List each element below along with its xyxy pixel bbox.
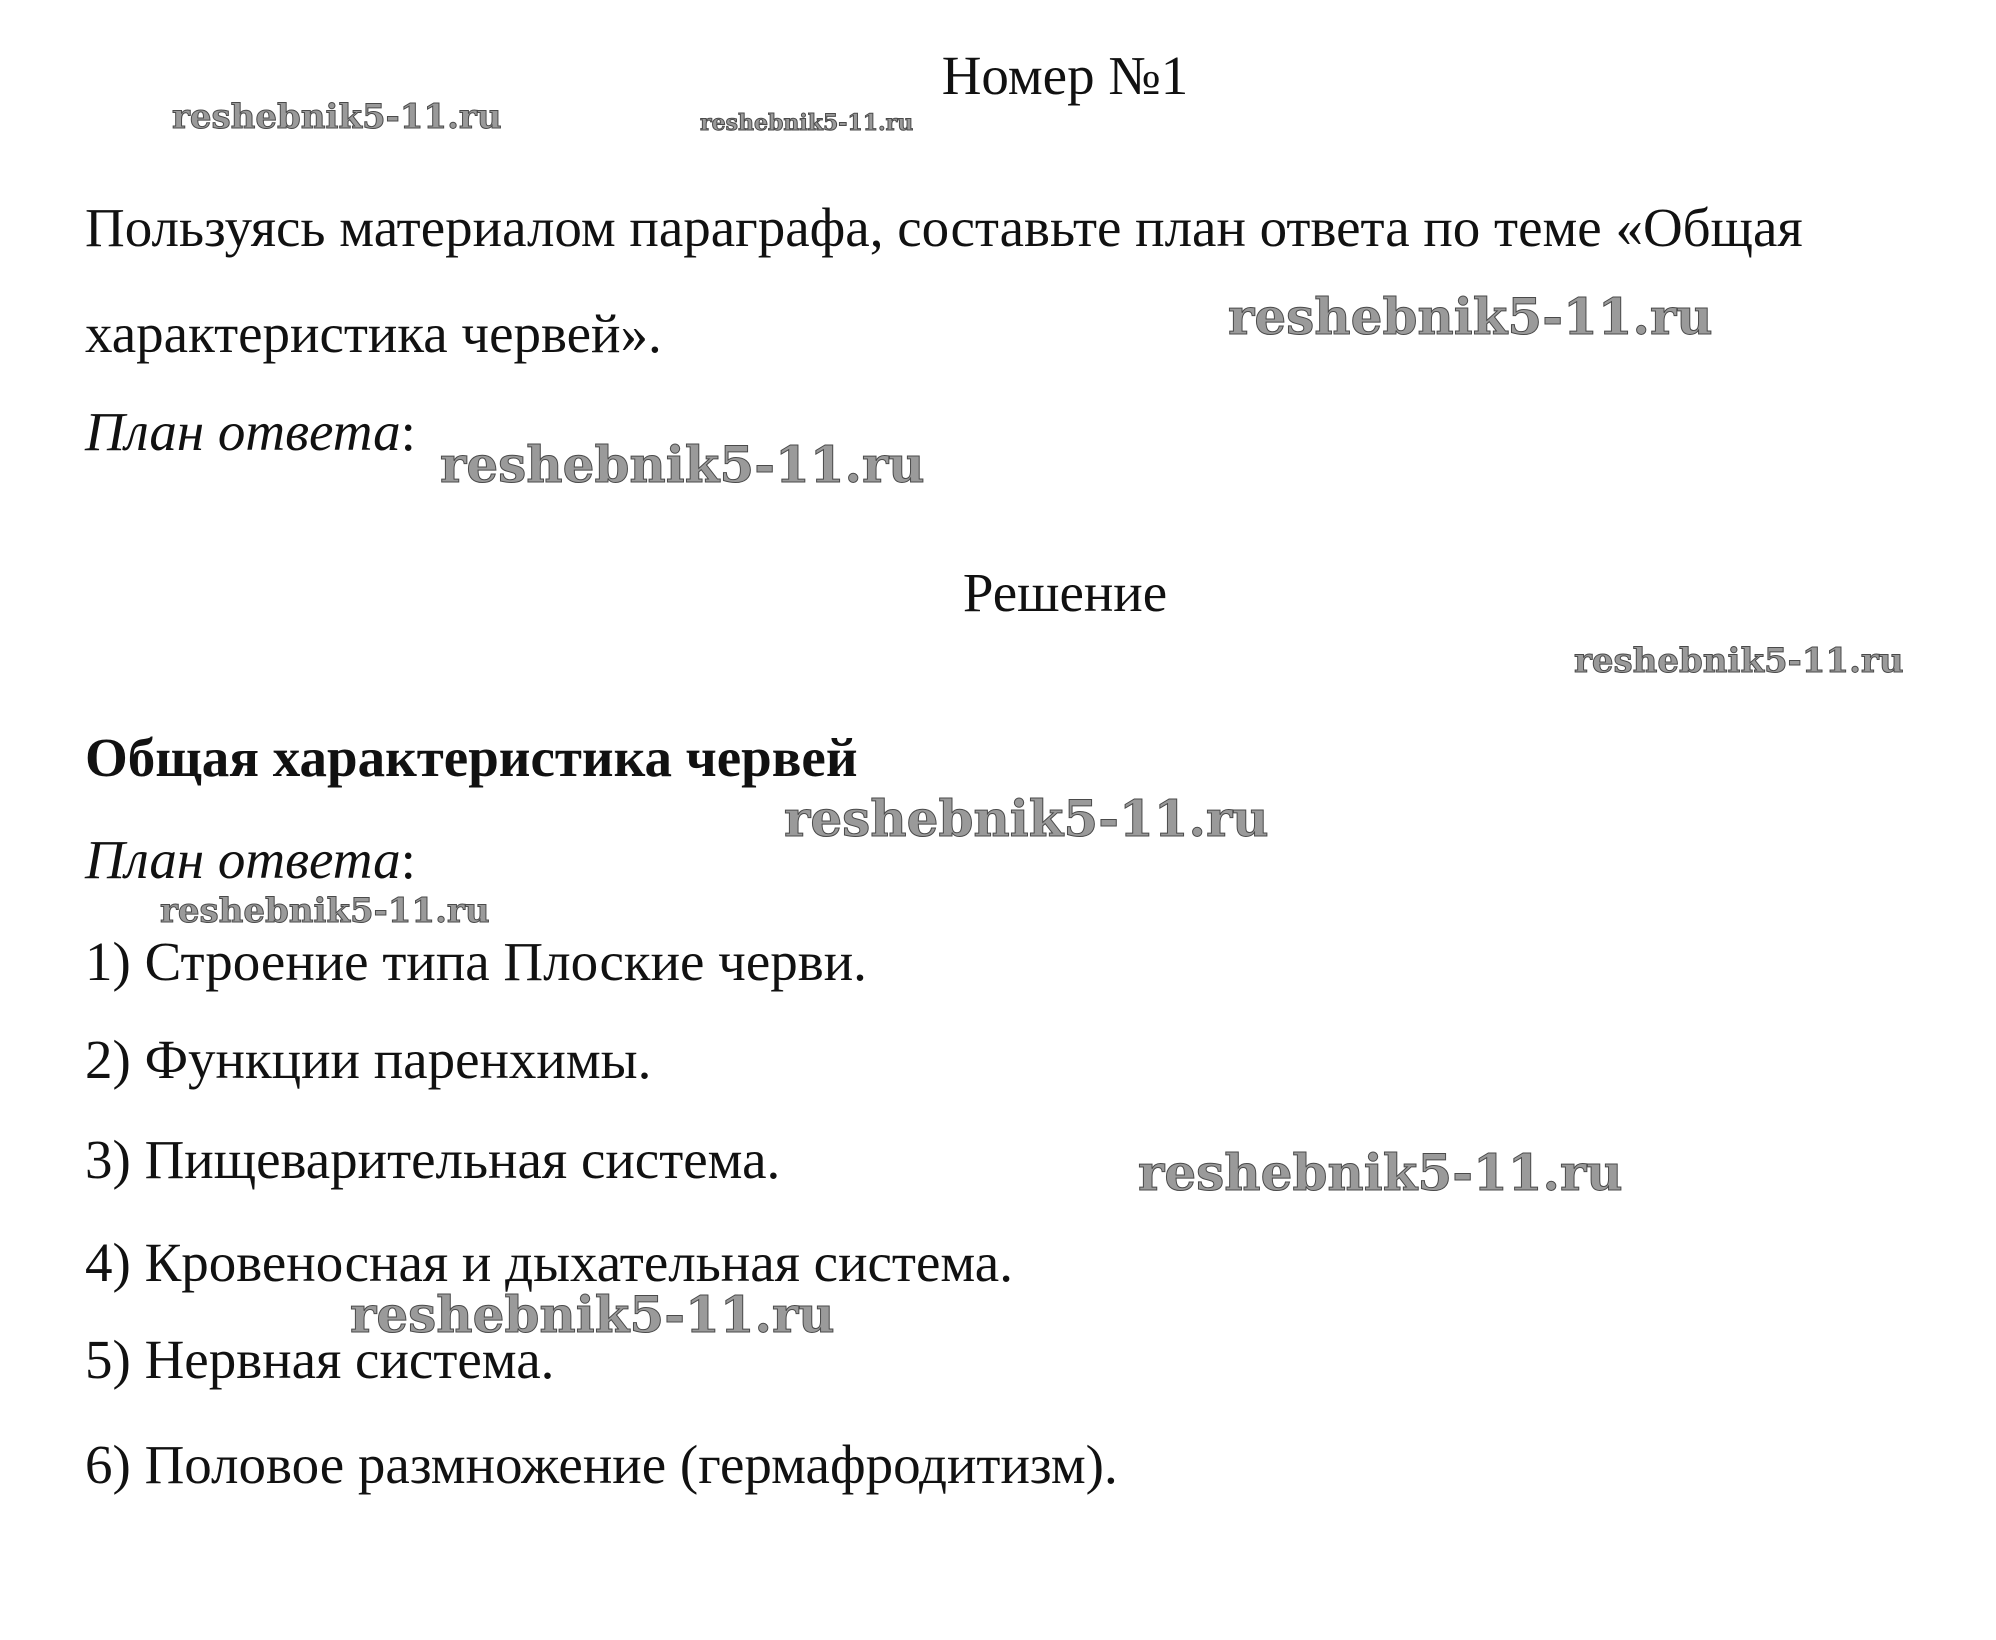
watermark: reshebnik5-11.ru (172, 97, 502, 137)
plan-item-6: 6) Половое размножение (гермафродитизм). (85, 1434, 1118, 1495)
plan-item-4: 4) Кровеносная и дыхательная система. (85, 1232, 1013, 1293)
watermark: reshebnik5-11.ru (1138, 1143, 1623, 1202)
watermark: reshebnik5-11.ru (160, 891, 490, 931)
solution-heading: Решение (962, 562, 1168, 623)
task-line-1: Пользуясь материалом параграфа, составьте план ответа по теме «Общая (85, 197, 1803, 258)
watermark: reshebnik5-11.ru (700, 110, 914, 136)
plan-item-1: 1) Строение типа Плоские черви. (85, 931, 867, 992)
plan-item-2: 2) Функции паренхимы. (85, 1029, 652, 1090)
solution-plan-colon: : (400, 829, 416, 890)
solution-plan-label-text: План ответа (85, 829, 401, 890)
watermark: reshebnik5-11.ru (350, 1285, 835, 1344)
watermark: reshebnik5-11.ru (784, 789, 1269, 848)
watermark: reshebnik5-11.ru (1574, 641, 1904, 681)
plan-item-5: 5) Нервная система. (85, 1329, 555, 1390)
watermark: reshebnik5-11.ru (1228, 287, 1713, 346)
number-title: Номер №1 (941, 45, 1189, 106)
plan-item-3: 3) Пищеварительная система. (85, 1129, 781, 1190)
task-plan-colon: : (400, 401, 416, 462)
task-line-2: характеристика червей». (85, 303, 662, 364)
task-plan-label (85, 401, 416, 462)
solution-subtitle: Общая характеристика червей (85, 727, 858, 788)
solution-plan-label (85, 829, 416, 890)
task-plan-label-text: План ответа (85, 401, 401, 462)
watermark: reshebnik5-11.ru (440, 435, 925, 494)
